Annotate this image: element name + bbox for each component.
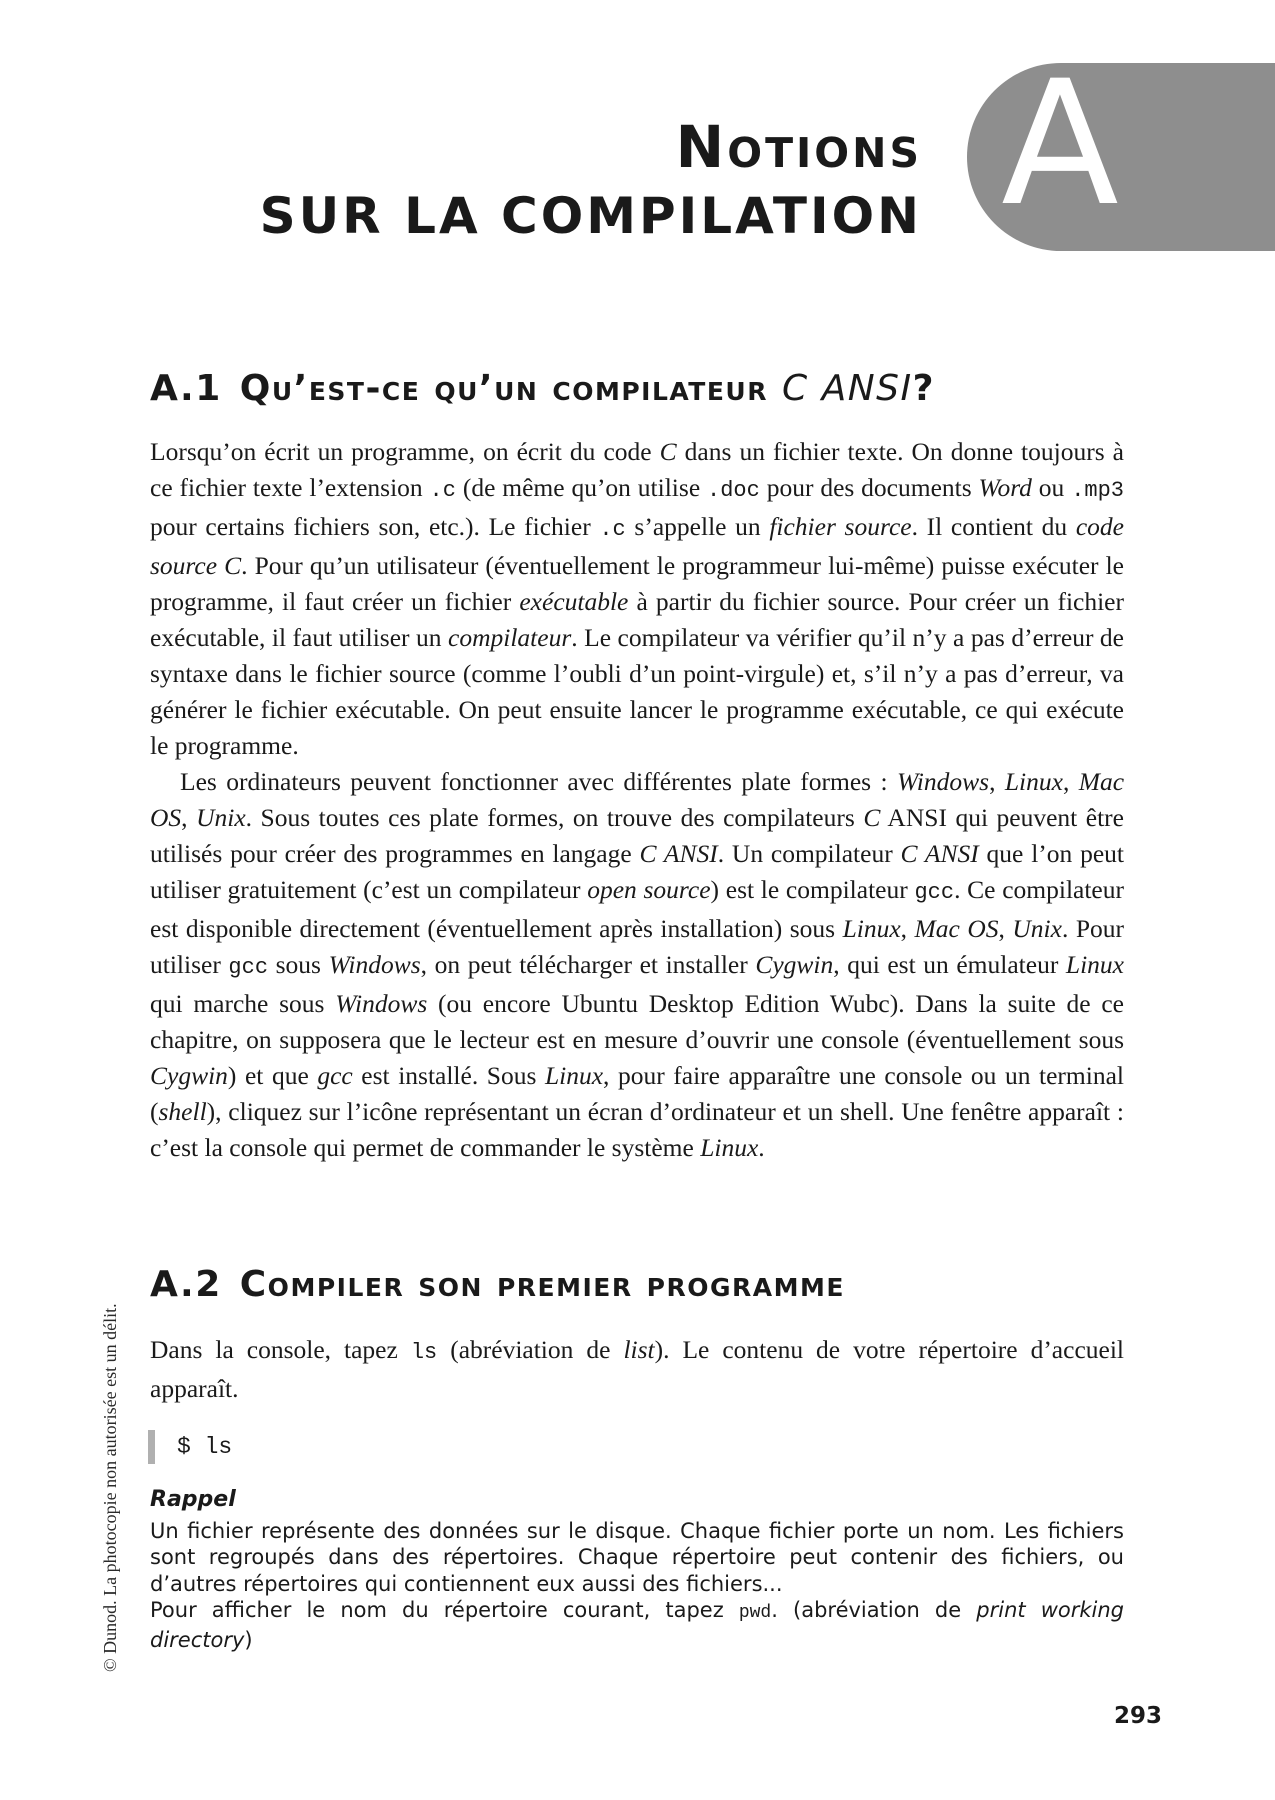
rappel-title: Rappel [150, 1487, 236, 1512]
italic-run: Mac OS [914, 914, 999, 943]
text-run: , [989, 767, 1005, 796]
text-run: . [758, 1133, 765, 1162]
italic-run: Cygwin [755, 950, 834, 979]
text-run: est installé. Sous [352, 1061, 545, 1090]
text-run: ) est le compilateur [710, 875, 915, 904]
chapter-title-line1: Notions [675, 113, 922, 181]
section-title-italic: C ANSI [782, 368, 913, 409]
code-run: .c [599, 517, 626, 542]
rappel-text-pwd [150, 1597, 1124, 1653]
italic-run: C [659, 437, 677, 466]
italic-run: Linux [700, 1133, 759, 1162]
italic-run: Word [978, 473, 1032, 502]
italic-run: open source [587, 875, 711, 904]
text-run: à partir du fichier source. Pour créer un fichier exécutable, il faut utiliser un [150, 587, 1124, 652]
section-a1-body [150, 434, 1124, 1166]
text-run: . Sous toutes ces plate formes, on trouve des compilateurs [245, 803, 864, 832]
text-run: (abréviation de [437, 1335, 624, 1364]
code-block: $ ls [148, 1430, 232, 1464]
rappel-text: Un fichier représente des données sur le disque. Chaque fichier porte un nom. Les fichiers sont regroupés dans des répertoires. Chaque répertoire peut contenir des fichiers, ou d’autres répertoires qui contiennent eux aussi des fichiers... [150, 1518, 1124, 1596]
italic-run: C ANSI [639, 839, 718, 868]
chapter-title-line2: SUR LA COMPILATION [259, 187, 922, 245]
rappel-text-mid: . (abréviation de [771, 1598, 977, 1622]
text-run: s’appelle un [625, 512, 770, 541]
text-run: . Le compilateur va vérifier qu’il n’y a pas d’erreur de syntaxe dans le fichier source (comme l’oubli d’un point-virgule) et, s’il n’y a pas d’erreur, va générer le fichier exécutable. On peut ensuite lancer le programme exécutable, ce qui exécute le programme. [150, 623, 1124, 760]
italic-run: C ANSI [900, 839, 979, 868]
paragraph [150, 764, 1124, 1166]
italic-run: C [863, 803, 881, 832]
section-heading-a1 [150, 368, 935, 409]
italic-run: exécutable [519, 587, 629, 616]
rappel-text-end: ) [244, 1627, 253, 1652]
code-run: .doc [707, 478, 760, 503]
rappel-text-start: Pour afficher le nom du répertoire courant, tapez [150, 1598, 739, 1622]
italic-run: Cygwin [150, 1061, 228, 1090]
text-run: qui marche sous [150, 989, 336, 1018]
paragraph [150, 434, 1124, 764]
copyright-notice: © Dunod. La photocopie non autorisée est un délit. [100, 1303, 120, 1672]
chapter-title [260, 112, 922, 250]
text-run: , qui est un émulateur [833, 950, 1066, 979]
paragraph [150, 1332, 1124, 1407]
text-run: dans un fichier texte. On donne toujours à ce fichier texte l’extension [150, 437, 1124, 502]
text-run: pour des documents [759, 473, 979, 502]
italic-run: Windows [896, 767, 990, 796]
page-number: 293 [1114, 1703, 1163, 1729]
section-heading-a2 [150, 1264, 845, 1305]
text-run: , [900, 914, 915, 943]
section-number: A.2 [150, 1264, 222, 1305]
text-run: que l’on peut utiliser gratuitement (c’est un compilateur [150, 839, 1125, 904]
text-run: . Un compilateur [717, 839, 901, 868]
text-run: ), cliquez sur l’icône représentant un écran d’ordinateur et un shell. Une fenêtre apparaît : c’est la console qui permet de commander le système [150, 1097, 1124, 1162]
text-run: Dans la console, tapez [150, 1335, 411, 1364]
text-run: ) et que [227, 1061, 318, 1090]
text-run: Lorsqu’on écrit un programme, on écrit du code [150, 437, 660, 466]
text-run: sous [268, 950, 329, 979]
text-run: ANSI qui peuvent être utilisés pour créer des programmes en langage [150, 803, 1124, 868]
italic-run: Unix [1012, 914, 1062, 943]
italic-run: fichier source [769, 512, 912, 541]
chapter-letter: A [1001, 43, 1119, 244]
section-a2-body [150, 1332, 1124, 1407]
italic-run: Linux [1065, 950, 1124, 979]
text-run: , [181, 803, 197, 832]
text-run: Les ordinateurs peuvent fonctionner avec différentes plate formes : [180, 767, 897, 796]
italic-run: gcc [317, 1061, 353, 1090]
italic-run: Linux [842, 914, 901, 943]
text-run: . Pour utiliser [150, 914, 1125, 979]
text-run: (ou encore Ubuntu Desktop Edition Wubc). Dans la suite de ce chapitre, on supposera que le lecteur est en mesure d’ouvrir une console (éventuellement sous [150, 989, 1124, 1054]
text-run: , [998, 914, 1013, 943]
code-run: gcc [914, 880, 955, 905]
section-title: Compiler son premier programme [239, 1264, 845, 1305]
text-run: . Pour qu’un utilisateur (éventuellement le programmeur lui-même) puisse exécuter le programme, il faut créer un fichier [150, 551, 1125, 616]
italic-run: Windows [328, 950, 421, 979]
italic-run: Unix [196, 803, 246, 832]
text-run: . Il contient du [911, 512, 1076, 541]
italic-run: code source C [150, 512, 1124, 580]
italic-run: list [623, 1335, 655, 1364]
text-run: , [1062, 767, 1079, 796]
italic-run: Linux [1004, 767, 1063, 796]
text-run: , on peut télécharger et installer [420, 950, 756, 979]
rappel-box [150, 1487, 1124, 1653]
text-run: ou [1031, 473, 1072, 502]
code-run: .mp3 [1071, 478, 1124, 503]
rappel-text-italic: print working directory [150, 1598, 1125, 1652]
text-run: . Ce compilateur est disponible directement (éventuellement après installation) sous [150, 875, 1124, 943]
italic-run: shell [158, 1097, 207, 1126]
pwd-command: pwd [738, 1603, 772, 1623]
section-number: A.1 [150, 368, 222, 409]
code-run: gcc [228, 955, 269, 980]
italic-run: Mac OS [150, 767, 1125, 832]
code-run: ls [410, 1340, 438, 1365]
italic-run: Linux [544, 1061, 604, 1090]
text-run: (de même qu’on utilise [455, 473, 708, 502]
section-title-end: ? [912, 368, 936, 409]
code-run: .c [429, 478, 456, 503]
text-run: ). Le contenu de votre répertoire d’accueil apparaît. [150, 1335, 1125, 1403]
text-run: , pour faire apparaître une console ou un terminal ( [150, 1061, 1124, 1126]
italic-run: compilateur [448, 623, 572, 652]
section-title: Qu’est-ce qu’un compilateur [239, 368, 768, 409]
text-run: pour certains fichiers son, etc.). Le fichier [150, 512, 600, 541]
italic-run: Windows [335, 989, 428, 1018]
